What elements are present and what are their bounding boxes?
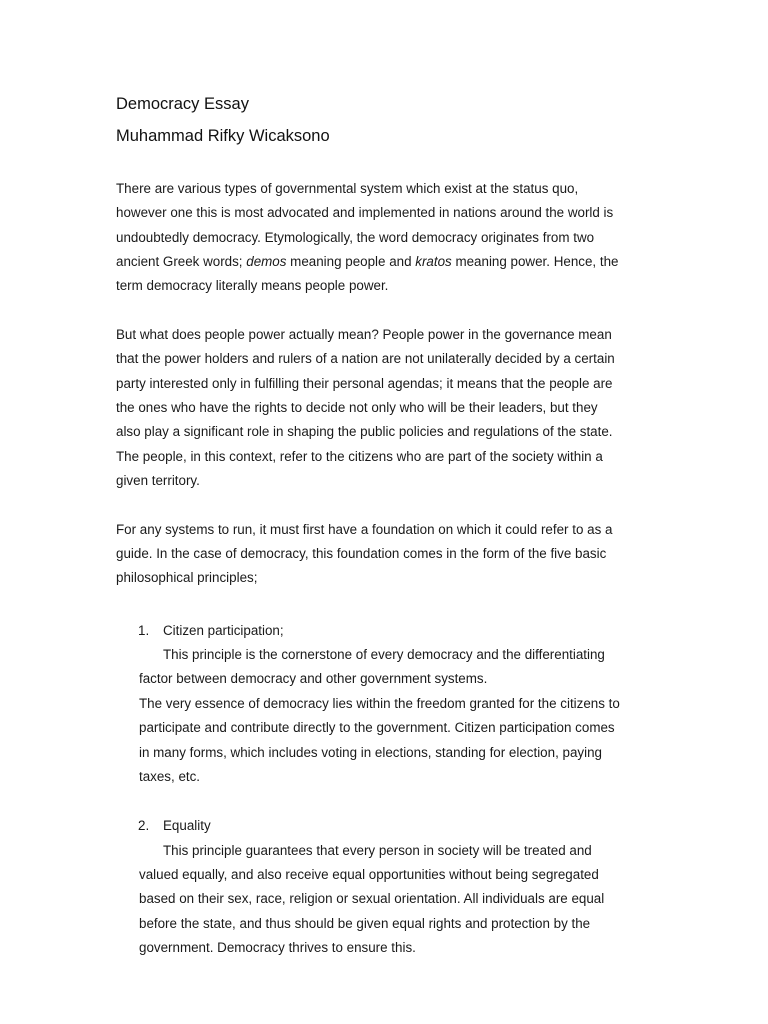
- text-segment: meaning people and: [286, 254, 416, 269]
- italic-term-kratos: kratos: [415, 254, 452, 269]
- list-item-1-line-1: This principle is the cornerstone of every democracy and the differentiating: [163, 647, 605, 662]
- list-item-1-line-2: factor between democracy and other government systems.: [139, 671, 488, 686]
- list-item-1-line-3: The very essence of democracy lies within the freedom granted for the citizens to: [139, 696, 620, 711]
- list-item-1-line-5: in many forms, which includes voting in elections, standing for election, paying: [139, 745, 602, 760]
- paragraph-2-line-2: that the power holders and rulers of a nation are not unilaterally decided by a certain: [116, 351, 615, 366]
- italic-term-demos: demos: [246, 254, 287, 269]
- paragraph-2-line-4: the ones who have the rights to decide not only who will be their leaders, but they: [116, 400, 598, 415]
- document-author: Muhammad Rifky Wicaksono: [116, 127, 330, 145]
- paragraph-1-line-3: undoubtedly democracy. Etymologically, the word democracy originates from two: [116, 230, 595, 245]
- text-segment: meaning power. Hence, the: [451, 254, 619, 269]
- paragraph-3-line-3: philosophical principles;: [116, 570, 258, 585]
- paragraph-1-line-4: [116, 252, 618, 272]
- paragraph-2-line-1: But what does people power actually mean? People power in the governance mean: [116, 327, 612, 342]
- document-title: Democracy Essay: [116, 95, 249, 113]
- paragraph-3-line-1: For any systems to run, it must first have a foundation on which it could refer to as a: [116, 522, 613, 537]
- list-item-1-number: 1.: [138, 623, 150, 638]
- paragraph-3-line-2: guide. In the case of democracy, this foundation comes in the form of the five basic: [116, 546, 607, 561]
- list-item-2-line-1: This principle guarantees that every person in society will be treated and: [163, 843, 592, 858]
- list-item-2-line-2: valued equally, and also receive equal opportunities without being segregated: [139, 867, 599, 882]
- paragraph-1-line-1: There are various types of governmental system which exist at the status quo,: [116, 181, 579, 196]
- paragraph-2-line-5: also play a significant role in shaping the public policies and regulations of the state.: [116, 424, 613, 439]
- list-item-1-line-6: taxes, etc.: [139, 769, 201, 784]
- list-item-2-heading: Equality: [163, 818, 211, 833]
- list-item-2-line-3: based on their sex, race, religion or sexual orientation. All individuals are equal: [139, 891, 605, 906]
- list-item-1-line-4: participate and contribute directly to the government. Citizen participation comes: [139, 720, 615, 735]
- paragraph-2-line-7: given territory.: [116, 473, 200, 488]
- paragraph-1-line-2: however one this is most advocated and implemented in nations around the world is: [116, 205, 614, 220]
- list-item-1-heading: Citizen participation;: [163, 623, 284, 638]
- paragraph-1-line-5: term democracy literally means people power.: [116, 278, 389, 293]
- paragraph-2-line-6: The people, in this context, refer to the citizens who are part of the society within a: [116, 449, 603, 464]
- list-item-2-number: 2.: [138, 818, 150, 833]
- list-item-2-line-4: before the state, and thus should be given equal rights and protection by the: [139, 916, 591, 931]
- list-item-2-line-5: government. Democracy thrives to ensure this.: [139, 940, 416, 955]
- paragraph-2-line-3: party interested only in fulfilling their personal agendas; it means that the people are: [116, 376, 613, 391]
- text-segment: ancient Greek words;: [116, 254, 247, 269]
